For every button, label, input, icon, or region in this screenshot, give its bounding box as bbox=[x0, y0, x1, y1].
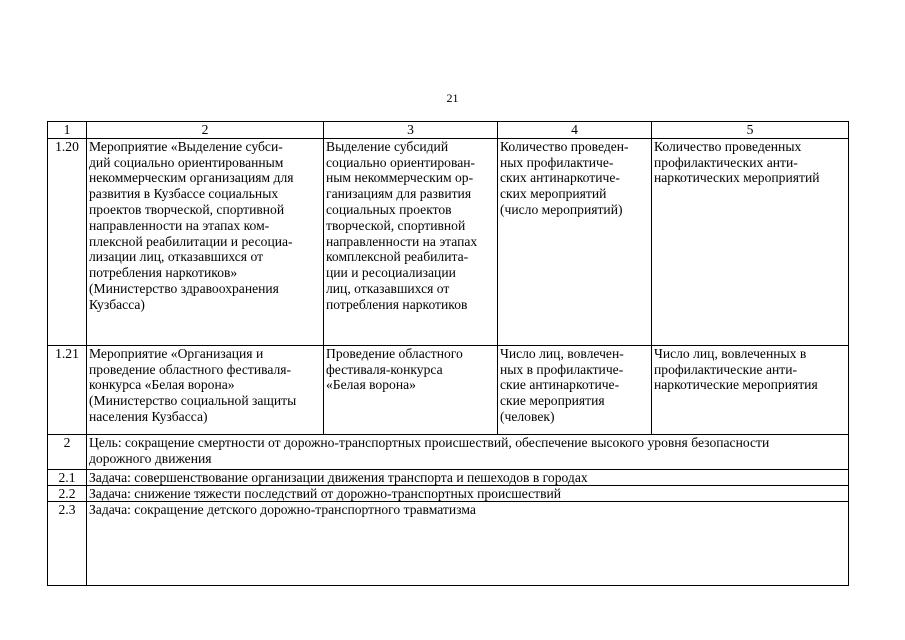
indicator-text: Число лиц, вовлечен- ных в профилактиче- ские антинаркотиче- ские мероприятия (человек) bbox=[500, 345, 624, 424]
result-text: Число лиц, вовлеченных в профилактические анти- наркотические мероприятия bbox=[654, 345, 818, 393]
header-col-2: 2 bbox=[87, 122, 324, 139]
task-cell bbox=[87, 469, 849, 485]
goal-cell bbox=[87, 434, 849, 469]
result-cell bbox=[652, 345, 849, 434]
row-number: 1.21 bbox=[48, 345, 87, 434]
header-row bbox=[48, 122, 849, 139]
row-number: 2.1 bbox=[48, 469, 87, 485]
page-number: 21 bbox=[446, 91, 459, 105]
table-row-goal bbox=[48, 434, 849, 469]
result-text: Количество проведенных профилактических анти- наркотических мероприятий bbox=[654, 138, 820, 186]
measure-text: Мероприятие «Выделение субси- дий социально ориентированным некоммерческим организациям для развития в Кузбассе социальных проектов творческой, спортивной направленности на этапах ком- плексной реабилитации и ресоциа- лизации лиц, отказавшихся от потребления наркотиков» (Министерство здравоохранения Кузбасса) bbox=[89, 138, 294, 312]
task-cell bbox=[87, 485, 849, 501]
indicator-text: Количество проведен- ных профилактиче- ских антинаркотиче- ских мероприятий (число мероприятий) bbox=[500, 138, 629, 217]
task-cell bbox=[87, 501, 849, 585]
content-text: Выделение субсидий социально ориентирован- ным некоммерческим ор- ганизациям для развития социальных проектов творческой, спортивной направленности на этапах комплексной реабилита- ции и ресоциализации лиц, отказавшихся от потребления наркотиков bbox=[326, 138, 478, 312]
row-number: 2.2 bbox=[48, 485, 87, 501]
indicator-cell bbox=[498, 345, 652, 434]
table-row-task bbox=[48, 485, 849, 501]
result-cell bbox=[652, 138, 849, 345]
measure-cell bbox=[87, 138, 324, 345]
content-cell bbox=[324, 138, 498, 345]
header-col-4: 4 bbox=[498, 122, 652, 139]
table-row-task bbox=[48, 501, 849, 585]
indicator-cell bbox=[498, 138, 652, 345]
row-number: 2 bbox=[48, 434, 87, 469]
content-cell bbox=[324, 345, 498, 434]
measure-text: Мероприятие «Организация и проведение областного фестиваля- конкурса «Белая ворона» (Министерство социальной защиты населения Кузбасса) bbox=[89, 345, 297, 424]
table-row bbox=[48, 345, 849, 434]
task-text: Задача: совершенствование организации движения транспорта и пешеходов в городах bbox=[89, 469, 588, 485]
program-table bbox=[47, 121, 849, 586]
task-text: Задача: сокращение детского дорожно-транспортного травматизма bbox=[89, 501, 476, 517]
table-row bbox=[48, 138, 849, 345]
table-row-task bbox=[48, 469, 849, 485]
goal-text: Цель: сокращение смертности от дорожно-транспортных происшествий, обеспечение высокого уровня безопасности дорожного движения bbox=[89, 434, 770, 466]
row-number: 1.20 bbox=[48, 138, 87, 345]
header-col-5: 5 bbox=[652, 122, 849, 139]
header-col-3: 3 bbox=[324, 122, 498, 139]
measure-cell bbox=[87, 345, 324, 434]
row-number: 2.3 bbox=[48, 501, 87, 585]
content-text: Проведение областного фестиваля-конкурса «Белая ворона» bbox=[326, 345, 463, 393]
header-col-1: 1 bbox=[48, 122, 87, 139]
task-text: Задача: снижение тяжести последствий от дорожно-транспортных происшествий bbox=[89, 485, 562, 501]
